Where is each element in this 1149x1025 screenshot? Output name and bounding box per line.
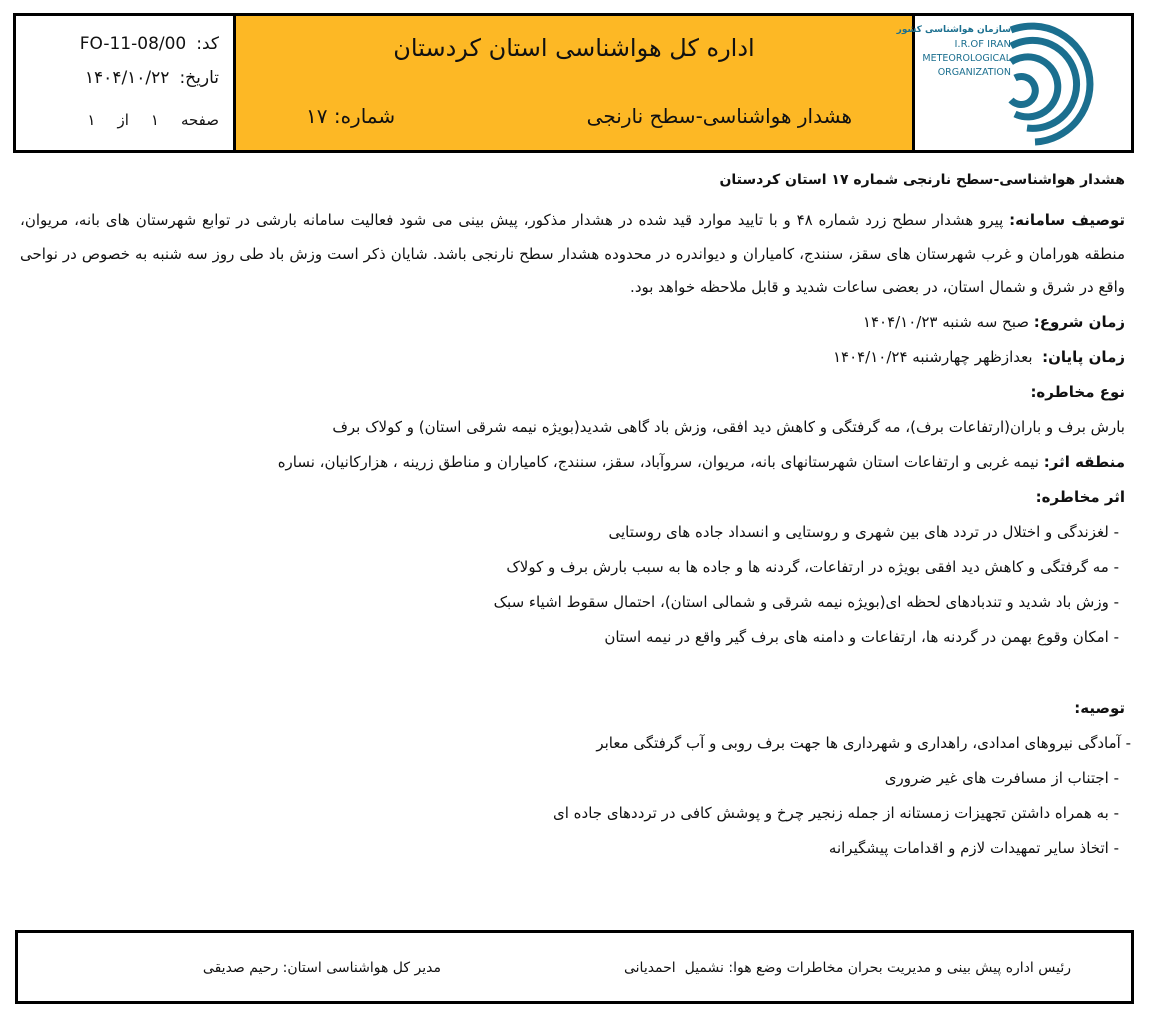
end-time (20, 340, 1125, 375)
page-of: از (117, 111, 129, 129)
system-description (20, 204, 1125, 305)
end-label: زمان پایان: (1042, 347, 1125, 366)
end-value: بعدازظهر چهارشنبه ۱۴۰۴/۱۰/۲۴ (832, 347, 1043, 366)
recommendation-item: - آمادگی نیروهای امدادی، راهداری و شهرداری ها جهت برف روبی و آب گرفتگی معابر (596, 733, 1131, 752)
code-value: FO-11-08/00 (79, 34, 187, 54)
start-value: صبح سه شنبه ۱۴۰۴/۱۰/۲۳ (862, 312, 1034, 331)
meteorological-organization-logo (896, 16, 1131, 150)
director-label: مدیر کل هواشناسی استان: (282, 960, 441, 976)
start-label: زمان شروع: (1033, 312, 1125, 331)
description-label: توصیف سامانه: (1009, 211, 1125, 229)
warning-body (20, 172, 1131, 866)
forecast-head-label: رئیس اداره پیش بینی و مدیریت بحران مخاطرات وضع هوا: (728, 960, 1071, 976)
office-title: اداره کل هواشناسی استان کردستان (393, 34, 755, 62)
hazard-type-label: نوع مخاطره: (1030, 382, 1125, 401)
code-label: کد: (196, 34, 219, 54)
affected-area (20, 445, 1125, 480)
logo-text-fa: سازمان هواشناسی کشور (896, 25, 1011, 35)
logo-spiral-icon (896, 16, 1125, 150)
hazard-type-text: بارش برف و باران(ارتفاعات برف)، مه گرفتگی و کاهش دید افقی، وزش باد گاهی شدید(بویژه نیمه شرقی استان) و کولاک برف (332, 417, 1125, 436)
effect-item: - مه گرفتگی و کاهش دید افقی بویژه در ارتفاعات، گردنه ها و جاده ها به سبب بارش برف و کولاک (506, 557, 1119, 576)
description-text: پیرو هشدار سطح زرد شماره ۴۸ و با تایید موارد قید شده در هشدار مذکور، پیش بینی می شود فعالیت سامانه بارشی در توابع شهرستان های بانه، مریوان، منطقه هورامان و غرب شهرستان های سقز، سنندج، کامیاران و دیواندره در محدوده هشدار سطح نارنجی باشد. شایان ذکر است وزش باد طی روز سه شنبه به خصوص در نواحی واقع در شرق و شمال استان، در بعضی ساعات شدید و قابل ملاحظه خواهد بود. (20, 211, 1125, 296)
title-block (236, 16, 915, 150)
effects-label: اثر مخاطره: (1035, 487, 1125, 506)
page-label: صفحه (180, 111, 219, 129)
area-text: نیمه غربی و ارتفاعات استان شهرستانهای بانه، مریوان، سروآباد، سقز، سنندج، کامیاران و مناطق زرینه ، هزارکانیان، نساره (277, 452, 1044, 471)
document-meta (16, 16, 236, 150)
logo-text-en-3: ORGANIZATION (937, 67, 1011, 78)
page-current: ۱ (150, 111, 159, 129)
warning-title: هشدار هواشناسی-سطح نارنجی (586, 104, 852, 128)
date-value: ۱۴۰۴/۱۰/۲۲ (84, 68, 170, 88)
recommendation-item: - اجتناب از مسافرت های غیر ضروری (884, 768, 1119, 787)
effect-item: - وزش باد شدید و تندبادهای لحظه ای(بویژه نیمه شرقی و شمالی استان)، احتمال سقوط اشیاء سبک (493, 592, 1119, 611)
recommendations-list (20, 726, 1131, 866)
effects-list (20, 515, 1125, 655)
date-label: تاریخ: (179, 68, 219, 88)
logo-text-en-1: I.R.OF IRAN (954, 39, 1011, 50)
recommendation-label: توصیه: (1074, 698, 1125, 717)
document-header (13, 13, 1134, 153)
effect-item: - امکان وقوع بهمن در گردنه ها، ارتفاعات و دامنه های برف گیر واقع در نیمه استان (604, 627, 1119, 646)
logo-text-en-2: METEOROLOGICAL (922, 53, 1011, 64)
recommendation-item: - اتخاذ سایر تمهیدات لازم و اقدامات پیشگیرانه (828, 838, 1119, 857)
page-row (16, 111, 219, 129)
director-name: رحیم صدیقی (202, 960, 279, 976)
document-title: هشدار هواشناسی-سطح نارنجی شماره ۱۷ استان کردستان (719, 172, 1125, 188)
forecast-head-signature (624, 960, 1071, 976)
forecast-head-name: نشمیل احمدیانی (623, 960, 724, 976)
code-row (16, 34, 219, 54)
page-total: ۱ (87, 111, 96, 129)
signature-box (15, 930, 1134, 1004)
recommendation-item: - به همراه داشتن تجهیزات زمستانه از جمله زنجیر چرخ و پوشش کافی در ترددهای جاده ای (553, 803, 1119, 822)
effect-item: - لغزندگی و اختلال در تردد های بین شهری و روستایی و انسداد جاده های روستایی (608, 522, 1119, 541)
date-row (16, 68, 219, 88)
warning-number: شماره: ۱۷ (306, 104, 396, 128)
area-label: منطقه اثر: (1043, 452, 1125, 471)
start-time (20, 305, 1125, 340)
director-signature (203, 960, 441, 976)
